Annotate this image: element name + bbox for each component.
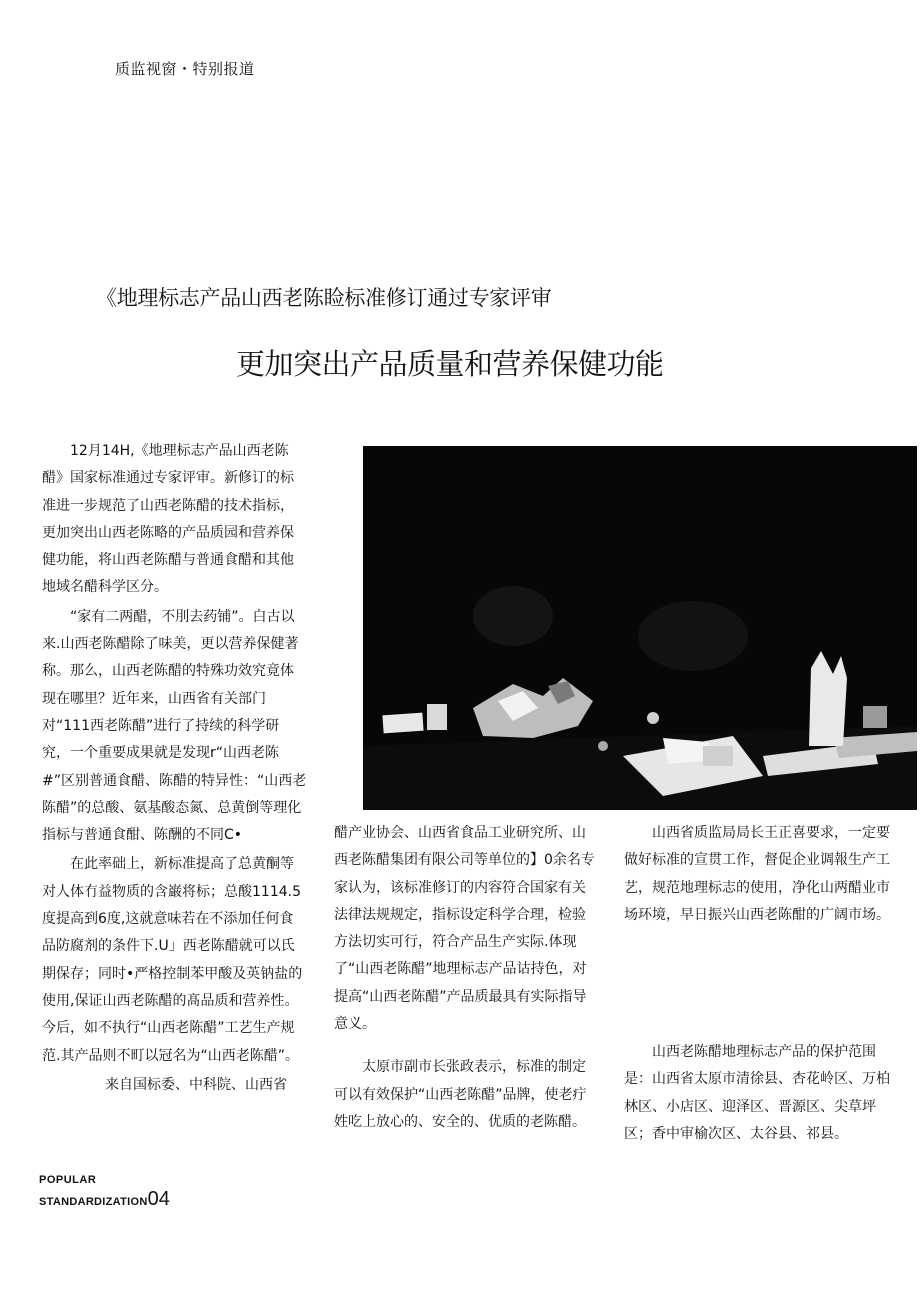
article-subtitle: 《地理标志产品山西老陈睑标准修订通过专家评审 bbox=[96, 286, 552, 310]
section-header: 质监视窗・特别报道 bbox=[115, 60, 255, 78]
paragraph: 在此率础上，新标准提高了总黄酮等对人体冇益物质的含巌将标；总酸1114.5度提高到6度,这就意味若在不添加任何食品防腐剂的条件下.U」西老陈醋就可以氏期保存；同时•严格控制苯甲酸及英钠盐的使用,保证山西老陈醋的髙品质和营养性。今后，如不执行“山西老陈醋”工艺生产规范.其产品则不町以冠名为“山西老陈醋”。 bbox=[42, 856, 303, 1064]
brand-line-2-text: STANDARDIZATION bbox=[39, 1196, 148, 1208]
meeting-photo-illustration bbox=[363, 446, 917, 810]
paragraph: 山西省质监局局长王正喜要求，一定要做好标准的宣贯工作，督促企业调報生产工艺，规范地理标志的使用，净化山两醋业市场环境，早日振兴山西老陈酣的广阔市场。 bbox=[624, 825, 890, 923]
article-headline: 更加突出产品质量和营养保健功能 bbox=[236, 347, 664, 381]
paragraph: “家有二两醋，不刖去药铺”。白古以来.山西老陈醋除了味美，更以营养保健著称。那么，山西老陈醋的特殊功效究竟体现在哪里？近年来，山西省有关部门对“111西老陈醋”进行了持续的科学研究，一个重要成果就是发现r“山西老陈#”区别普通食醋、陈醋的特异性：“山西老陈醋”的总酸、氨基酸态氮、总黄倒等理化指标与普通食酣、陈酬的不同C• bbox=[42, 608, 307, 844]
meeting-photo bbox=[363, 446, 917, 810]
brand-line-2 bbox=[39, 1188, 170, 1213]
page-number: 04 bbox=[147, 1188, 170, 1210]
paragraph: 醋产业协会、山西省食品工业研究所、山西老陈醋集团有限公司等单位的】0余名专家认为，该标准修订的内容符合国家有关法律法规规定，指标设定科学合理，检验方法切实可行，符合产品生产实际.体现了“山西老陈醋”地理标志产品诂持色，对提高“山西老陈醋”产品质最具有实际指导意义。 bbox=[334, 825, 595, 1033]
article-column-1 bbox=[42, 438, 307, 1099]
paragraph: 12月14H,《地理标志产品山西老陈醋》国家标准通过专家评审。新修订的标准进一步规范了山西老陈醋的技术指标，更加突出山西老陈略的产品质园和营养保健功能，将山西老陈醋与普通食醋和其他地域名醋科学区分。 bbox=[42, 443, 294, 596]
paragraph: 来自国标委、中科院、山西省 bbox=[105, 1076, 287, 1093]
footer-brand bbox=[39, 1172, 170, 1213]
paragraph: 山西老陈醋地理标志产品的保护范围是：山西省太原市清徐县、杏花岭区、万柏林区、小店区、迎泽区、晋源区、尖草坪区；香中审榆次区、太谷县、祁县。 bbox=[624, 1044, 890, 1143]
brand-line-1: POPULAR bbox=[39, 1174, 97, 1186]
paragraph: 太原市副市长张政表示，标准的制定可以有效保护“山西老陈醋”品牌，使老疔姓吃上放心的、安全的、优质的老陈醋。 bbox=[334, 1059, 587, 1130]
article-column-3 bbox=[624, 820, 892, 1148]
article-column-2 bbox=[334, 820, 596, 1136]
